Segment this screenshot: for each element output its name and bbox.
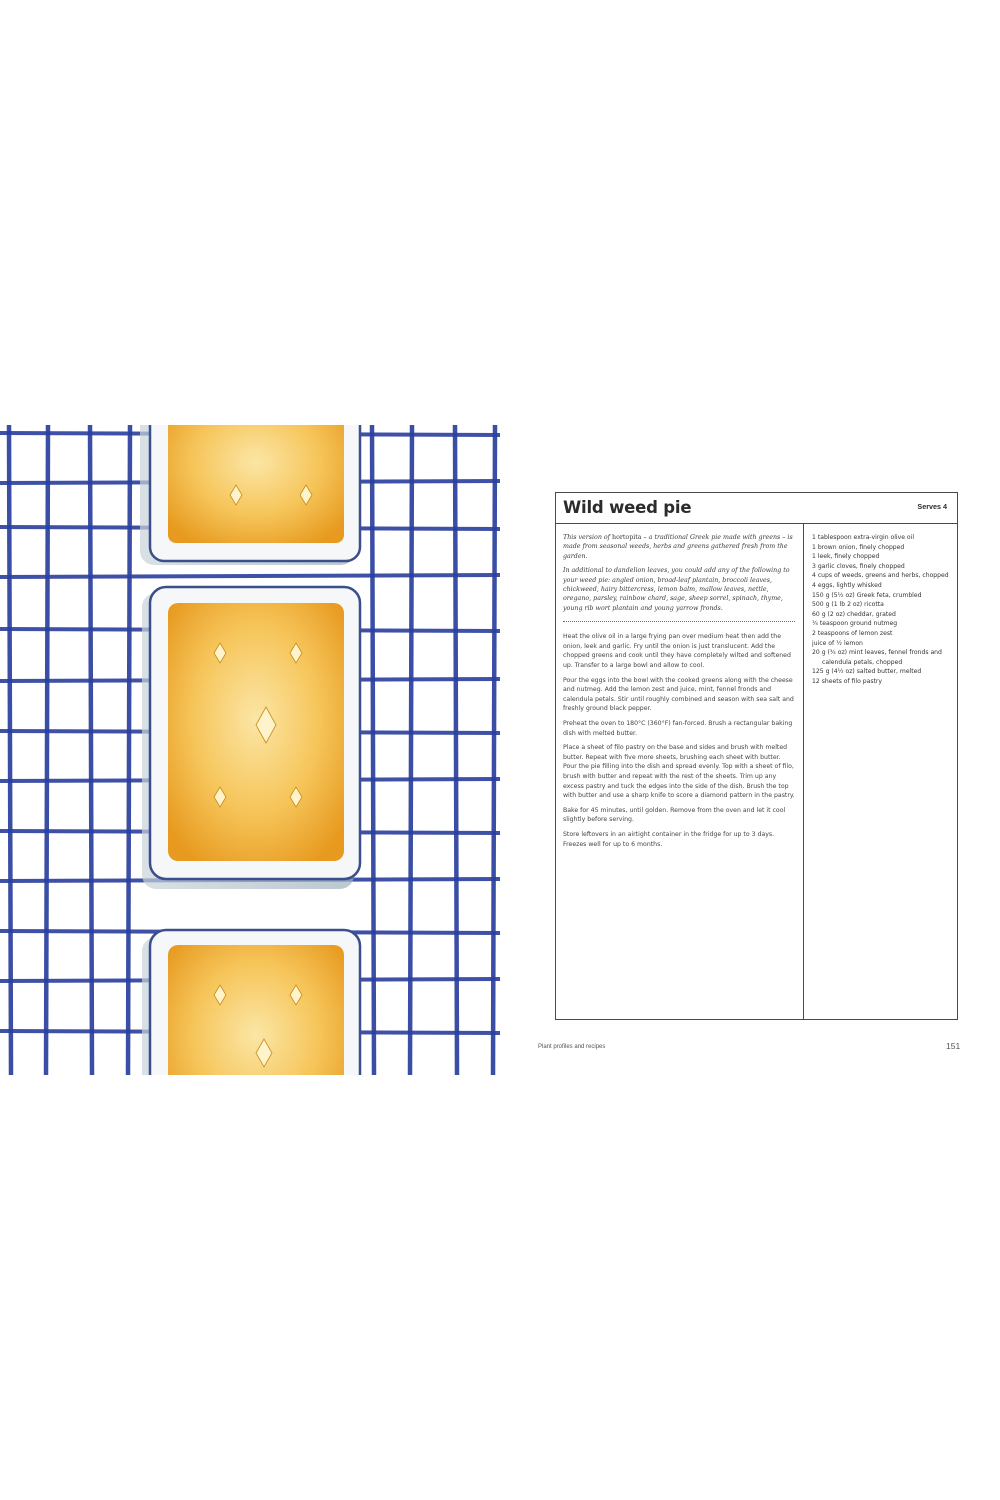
ingredient-item: 1 tablespoon extra-virgin olive oil: [812, 534, 915, 541]
method-steps: [563, 632, 795, 849]
method-step: Preheat the oven to 180°C (360°F) fan-forced. Brush a rectangular baking dish with melted butter.: [563, 720, 793, 737]
pie-illustration: [0, 425, 500, 1075]
footer-section-title: Plant profiles and recipes: [538, 1044, 606, 1050]
pie-dish-middle: [142, 587, 360, 889]
method-step: Pour the eggs into the bowl with the cooked greens along with the cheese and nutmeg. Add the lemon zest and juice, mint, fennel fronds and calendula petals. Stir until roughly combined and season with sea salt and freshly ground black pepper.: [563, 676, 794, 713]
pie-dish-bottom: [142, 930, 360, 1075]
method-step: Bake for 45 minutes, until golden. Remove from the oven and let it cool slightly before serving.: [563, 806, 786, 824]
ingredient-item: ¼ teaspoon ground nutmeg: [812, 620, 898, 628]
intro-paragraph-2: In additional to dandelion leaves, you could add any of the following to your weed pie: angled onion, broad-leaf plantain, broccoli leaves, chickweed, hairy bittercress, lemon balm, mallow leaves, nettle, oregano, parsley, rainbow chard, sage, sheep sorrel, spinach, thyme, young rib wort plantain and young yarrow fronds.: [563, 567, 790, 612]
ingredient-item: 500 g (1 lb 2 oz) ricotta: [812, 601, 884, 609]
ingredients-column: [812, 533, 954, 687]
dish-name: hortopita: [612, 534, 642, 541]
recipe-intro: [563, 533, 795, 613]
column-divider: [803, 523, 804, 1020]
ingredients-list: [812, 533, 954, 687]
method-step: Heat the olive oil in a large frying pan over medium heat then add the onion, leek and garlic. Fry until the onion is just translucent. Add the chopped greens and cook until they have completely wilted and softened up. Transfer to a large bowl and allow to cool.: [563, 633, 791, 670]
method-step: Place a sheet of filo pastry on the base and sides and brush with melted butter. Repeat with five more sheets, brushing each sheet with butter. Pour the pie filling into the dish and spread evenly. Top with a sheet of filo, brush with butter and repeat with the rest of the sheets. Trim up any excess pastry and tuck the edges into the side of the dish. Brush the top with butter and use a sharp knife to score a diamond pattern in the pastry.: [563, 744, 795, 800]
ingredient-item: 4 cups of weeds, greens and herbs, chopped: [812, 572, 949, 580]
ingredient-item: 60 g (2 oz) cheddar, grated: [812, 610, 896, 618]
ingredient-item: 1 leek, finely chopped: [812, 553, 880, 561]
ingredient-item: juice of ½ lemon: [812, 639, 863, 647]
recipe-header: [556, 493, 957, 524]
recipe-card: [555, 492, 958, 1020]
serves-label: Serves 4: [917, 502, 947, 511]
ingredient-item: 1 brown onion, finely chopped: [812, 543, 905, 551]
ingredient-item: 20 g (¾ oz) mint leaves, fennel fronds and calendula petals, chopped: [812, 649, 942, 666]
ingredient-item: 4 eggs, lightly whisked: [812, 581, 882, 589]
ingredient-item: 3 garlic cloves, finely chopped: [812, 562, 905, 570]
ingredient-item: 150 g (5½ oz) Greek feta, crumbled: [812, 591, 922, 599]
pie-dish-top: [140, 425, 360, 565]
page-number: 151: [946, 1041, 961, 1051]
method-step: Store leftovers in an airtight container in the fridge for up to 3 days. Freezes well for up to 6 months.: [563, 830, 775, 848]
recipe-title: Wild weed pie: [563, 498, 692, 517]
dotted-divider: [563, 621, 795, 622]
method-column: [563, 533, 795, 854]
ingredient-item: 125 g (4½ oz) salted butter, melted: [812, 668, 922, 676]
intro-paragraph-1: This version of hortopita – a traditional Greek pie made with greens – is made from seasonal weeds, herbs and greens gathered fresh from the garden.: [563, 534, 793, 560]
ingredient-item: 12 sheets of filo pastry: [812, 677, 883, 685]
illustration-canvas: [0, 425, 500, 1075]
ingredient-item: 2 teaspoons of lemon zest: [812, 629, 893, 637]
